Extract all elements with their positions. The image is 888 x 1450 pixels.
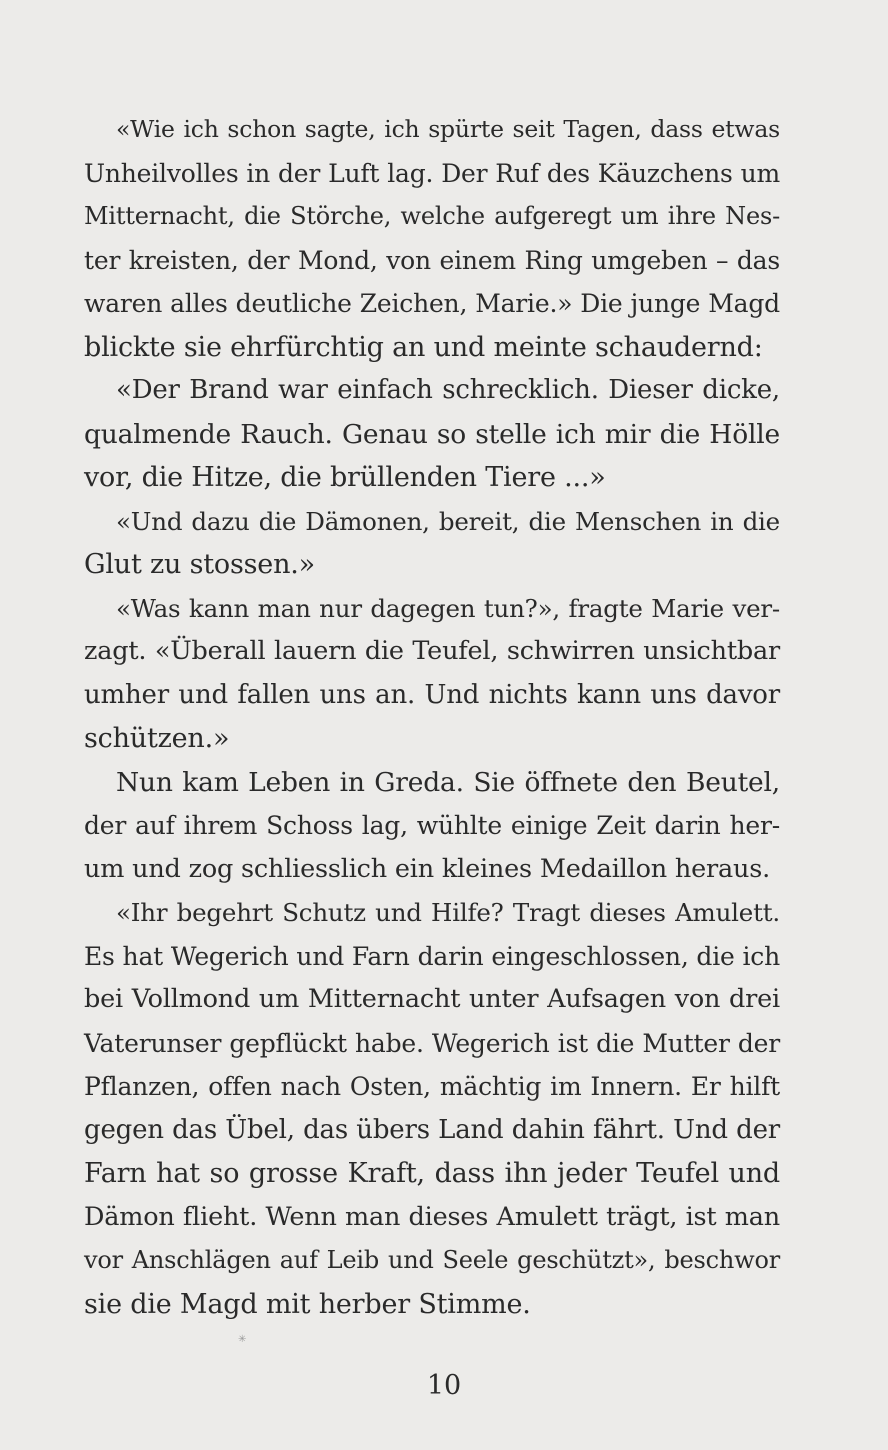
text-line: umher und fallen uns an. Und nichts kann uns davor bbox=[84, 679, 780, 710]
text-line: Es hat Wegerich und Farn darin eingeschlossen, die ich bbox=[84, 941, 780, 971]
paper-speck: ✳ bbox=[238, 1334, 247, 1345]
text-line: «Was kann man nur dagegen tun?», fragte Marie ver- bbox=[116, 593, 780, 623]
text-line: Dämon flieht. Wenn man dieses Amulett trägt, ist man bbox=[84, 1201, 780, 1232]
text-line: blickte sie ehrfürchtig an und meinte schaudernd: bbox=[84, 331, 763, 363]
text-line: schützen.» bbox=[84, 723, 230, 754]
text-line: gegen das Übel, das übers Land dahin fährt. Und der bbox=[84, 1114, 780, 1145]
text-line: vor, die Hitze, die brüllenden Tiere ...» bbox=[84, 462, 606, 493]
text-line: Pflanzen, offen nach Osten, mächtig im Innern. Er hilft bbox=[84, 1072, 780, 1101]
page-number: 10 bbox=[426, 1370, 462, 1401]
text-line: sie die Magd mit herber Stimme. bbox=[84, 1288, 531, 1320]
text-line: «Ihr begehrt Schutz und Hilfe? Tragt dieses Amulett. bbox=[116, 898, 780, 927]
text-line: der auf ihrem Schoss lag, wühlte einige Zeit darin her- bbox=[84, 811, 780, 840]
text-line: «Der Brand war einfach schrecklich. Dieser dicke, bbox=[116, 375, 780, 405]
text-line: Vaterunser gepflückt habe. Wegerich ist die Mutter der bbox=[84, 1028, 780, 1058]
text-line: Unheilvolles in der Luft lag. Der Ruf des Käuzchens um bbox=[84, 158, 780, 188]
text-line: waren alles deutliche Zeichen, Marie.» Die junge Magd bbox=[84, 289, 780, 318]
text-line: um und zog schliesslich ein kleines Medaillon heraus. bbox=[84, 853, 771, 884]
text-line: Mitternacht, die Störche, welche aufgeregt um ihre Nes- bbox=[84, 202, 780, 230]
text-line: zagt. «Überall lauern die Teufel, schwirren unsichtbar bbox=[84, 636, 780, 666]
text-line: ter kreisten, der Mond, von einem Ring umgeben – das bbox=[84, 245, 780, 275]
text-line: vor Anschlägen auf Leib und Seele geschützt», beschwor bbox=[84, 1246, 780, 1274]
text-line: bei Vollmond um Mitternacht unter Aufsagen von drei bbox=[84, 984, 780, 1014]
text-line: qualmende Rauch. Genau so stelle ich mir die Hölle bbox=[84, 418, 780, 450]
text-line: Glut zu stossen.» bbox=[84, 549, 315, 580]
text-line: «Wie ich schon sagte, ich spürte seit Tagen, dass etwas bbox=[116, 115, 780, 143]
body-text bbox=[84, 108, 780, 1326]
text-line: Farn hat so grosse Kraft, dass ihn jeder Teufel und bbox=[84, 1158, 780, 1189]
text-line: «Und dazu die Dämonen, bereit, die Menschen in die bbox=[116, 506, 780, 536]
text-line: Nun kam Leben in Greda. Sie öffnete den Beutel, bbox=[116, 766, 780, 798]
